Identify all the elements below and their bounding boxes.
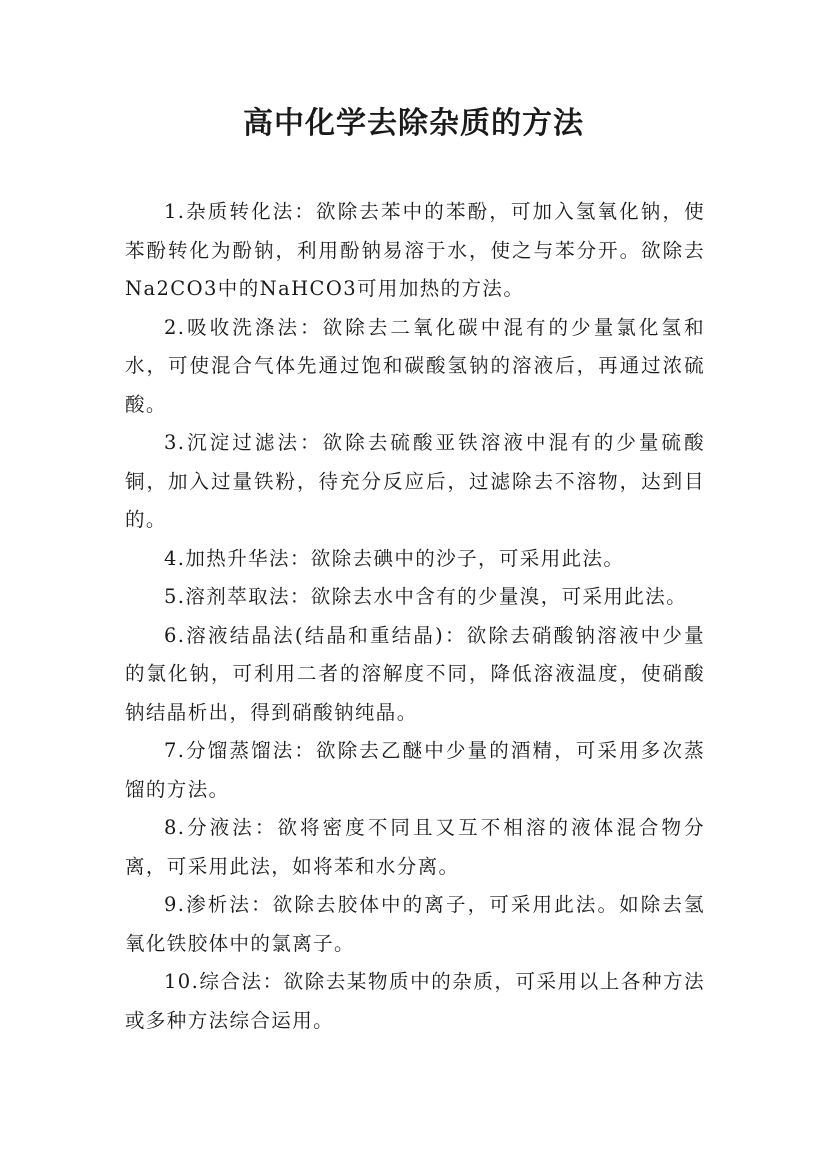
paragraph-1: 1.杂质转化法：欲除去苯中的苯酚，可加入氢氧化钠，使苯酚转化为酚钠，利用酚钠易溶于水，使之与苯分开。欲除去Na2CO3中的NaHCO3可用加热的方法。 [125, 200, 705, 300]
paragraph-3: 3.沉淀过滤法：欲除去硫酸亚铁溶液中混有的少量硫酸铜，加入过量铁粉，待充分反应后，过滤除去不溶物，达到目的。 [125, 431, 705, 531]
paragraph-4: 4.加热升华法：欲除去碘中的沙子，可采用此法。 [164, 546, 625, 570]
document-body [125, 193, 705, 1040]
paragraph-6: 6.溶液结晶法(结晶和重结晶)：欲除去硝酸钠溶液中少量的氯化钠，可利用二者的溶解度不同，降低溶液温度，使硝酸钠结晶析出，得到硝酸钠纯晶。 [125, 623, 705, 724]
document-title: 高中化学去除杂质的方法 [243, 106, 584, 141]
paragraph-9: 9.渗析法：欲除去胶体中的离子，可采用此法。如除去氢氧化铁胶体中的氯离子。 [125, 893, 705, 955]
paragraph-2: 2.吸收洗涤法：欲除去二氧化碳中混有的少量氯化氢和水，可使混合气体先通过饱和碳酸氢钠的溶液后，再通过浓硫酸。 [125, 315, 705, 416]
paragraph-8: 8.分液法：欲将密度不同且又互不相溶的液体混合物分离，可采用此法，如将苯和水分离。 [125, 816, 705, 878]
paragraph-7: 7.分馏蒸馏法：欲除去乙醚中少量的酒精，可采用多次蒸馏的方法。 [125, 739, 705, 801]
paragraph-10: 10.综合法：欲除去某物质中的杂质，可采用以上各种方法或多种方法综合运用。 [125, 970, 705, 1032]
paragraph-5: 5.溶剂萃取法：欲除去水中含有的少量溴，可采用此法。 [164, 585, 688, 608]
